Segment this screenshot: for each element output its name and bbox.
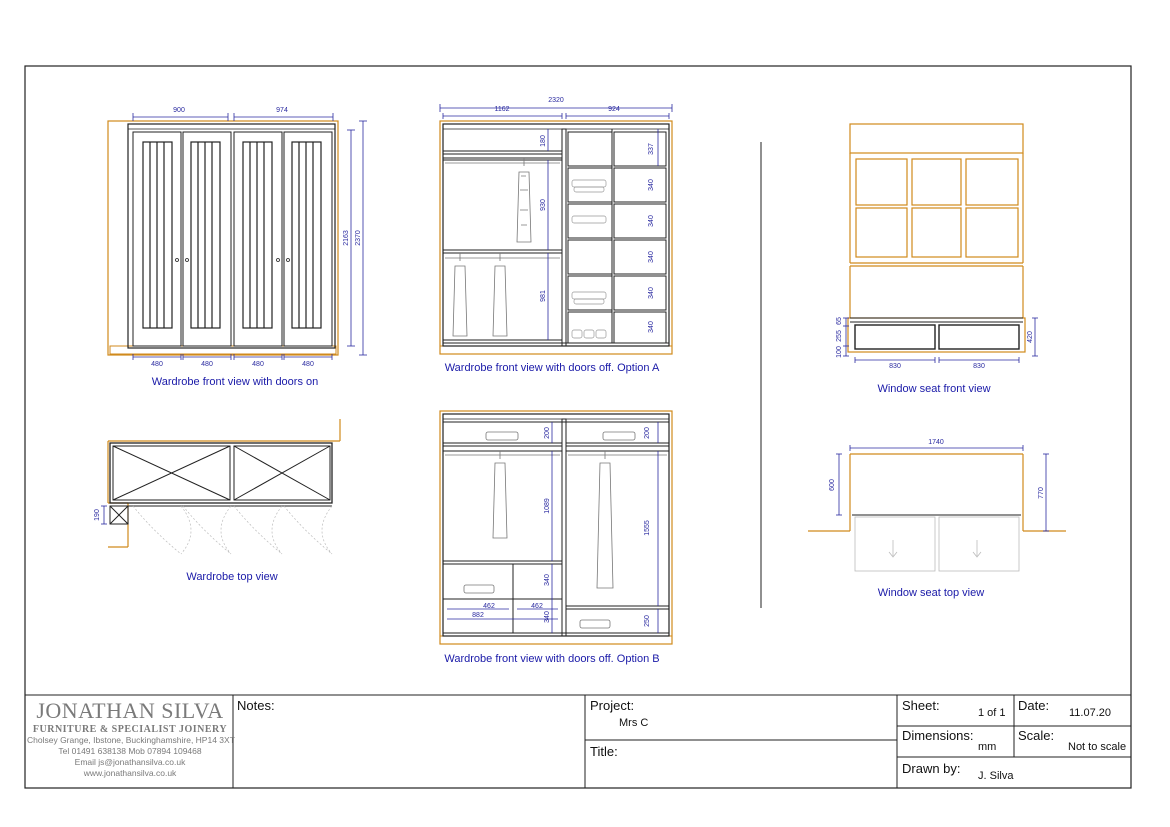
sheet-label: Sheet: — [902, 698, 940, 713]
dim-250: 250 — [644, 615, 651, 627]
dim-door-4: 480 — [302, 361, 314, 368]
door-3 — [234, 132, 282, 346]
dim-100: 100 — [836, 346, 843, 358]
dim-door-1: 480 — [151, 361, 163, 368]
view-top — [94, 419, 340, 583]
caption-window-seat-front: Window seat front view — [877, 383, 991, 395]
view-window-seat-front — [836, 124, 1038, 395]
door-4 — [284, 132, 332, 346]
dim-door-3: 480 — [252, 361, 264, 368]
logo-email: Email js@jonathansilva.co.uk — [74, 757, 186, 767]
dim-900: 900 — [173, 107, 185, 114]
plinth — [110, 346, 336, 354]
logo-phone: Tel 01491 638138 Mob 07894 109468 — [58, 746, 202, 756]
view-option-b — [440, 411, 672, 665]
drawn-by-label: Drawn by: — [902, 761, 961, 776]
logo-address: Cholsey Grange, Ibstone, Buckinghamshire, HP14 3XT — [27, 735, 235, 745]
dim-2370: 2370 — [355, 230, 362, 246]
notes-label: Notes: — [237, 698, 275, 713]
caption-top-view: Wardrobe top view — [186, 571, 278, 583]
dimensions-label: Dimensions: — [902, 728, 974, 743]
dim-340-a: 340 — [648, 179, 655, 191]
dim-340-drawer: 340 — [544, 574, 551, 586]
dim-924: 924 — [608, 106, 620, 113]
scale-label: Scale: — [1018, 728, 1055, 743]
dim-462-a: 462 — [483, 603, 495, 610]
door-2 — [183, 132, 231, 346]
dim-2163: 2163 — [343, 230, 350, 246]
dim-600: 600 — [829, 479, 836, 491]
dim-930: 930 — [540, 199, 547, 211]
dim-door-2: 480 — [201, 361, 213, 368]
caption-option-b: Wardrobe front view with doors off. Option B — [444, 653, 660, 665]
dim-882: 882 — [472, 612, 484, 619]
dim-340-drawer-2: 340 — [544, 611, 551, 623]
dim-340-d: 340 — [648, 287, 655, 299]
dim-65: 65 — [836, 317, 843, 325]
dim-340-b: 340 — [648, 215, 655, 227]
caption-window-seat-top: Window seat top view — [877, 587, 985, 599]
dim-180: 180 — [540, 135, 547, 147]
dim-1089: 1089 — [544, 498, 551, 514]
project-label: Project: — [590, 698, 635, 713]
scale-value: Not to scale — [1068, 741, 1127, 753]
dim-337: 337 — [648, 143, 655, 155]
view-option-a — [440, 97, 672, 374]
dim-200-b: 200 — [644, 427, 651, 439]
dim-974: 974 — [276, 107, 288, 114]
dim-2320: 2320 — [548, 97, 564, 104]
caption-option-a: Wardrobe front view with doors off. Option A — [444, 362, 660, 374]
dim-255: 255 — [836, 330, 843, 342]
caption-front-doors-on: Wardrobe front view with doors on — [151, 376, 319, 388]
dim-340-c: 340 — [648, 251, 655, 263]
dimensions-value: mm — [978, 741, 997, 753]
dim-1740: 1740 — [928, 439, 944, 446]
sheet-value: 1 of 1 — [978, 707, 1006, 719]
dim-830-b: 830 — [973, 363, 985, 370]
dim-981: 981 — [540, 290, 547, 302]
company-logo — [27, 697, 233, 787]
logo-web: www.jonathansilva.co.uk — [83, 768, 177, 778]
dim-340-e: 340 — [648, 321, 655, 333]
view-window-seat-top — [808, 439, 1066, 599]
dim-200-a: 200 — [544, 427, 551, 439]
date-label: Date: — [1018, 698, 1050, 713]
dim-830-a: 830 — [889, 363, 901, 370]
dim-190: 190 — [94, 509, 101, 521]
logo-brand: JONATHAN SILVA — [36, 698, 224, 723]
dim-1162: 1162 — [494, 106, 510, 113]
drawn-by-value: J. Silva — [978, 770, 1014, 782]
view-front-doors-on — [108, 107, 367, 388]
dim-1555: 1555 — [644, 520, 651, 536]
date-value: 11.07.20 — [1069, 707, 1112, 719]
title-label: Title: — [590, 744, 618, 759]
logo-tagline: FURNITURE & SPECIALIST JOINERY — [32, 724, 228, 735]
dim-462-b: 462 — [531, 603, 543, 610]
dim-420: 420 — [1027, 331, 1034, 343]
project-value: Mrs C — [619, 717, 649, 729]
dim-770: 770 — [1038, 487, 1045, 499]
